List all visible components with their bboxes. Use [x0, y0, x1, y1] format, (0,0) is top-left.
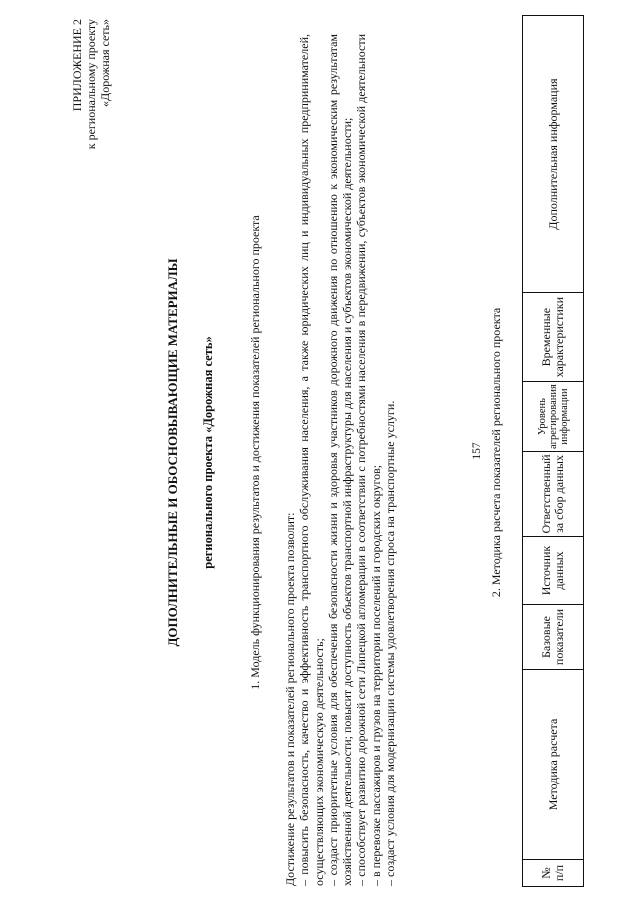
document-subtitle: регионального проекта «Дорожная сеть» — [201, 336, 215, 569]
body-item: – способствует развитию дорожной сети Липецкой агломерации в соответствии с потребностями населения в передвижении, субъектов экономической деятельности – в перевозке пассажиров и грузов на территории поселений и городских округов; — [354, 34, 383, 886]
page-number: 157 — [471, 442, 483, 460]
appendix-block — [70, 19, 112, 167]
body-item: – создаст условия для модернизации системы удовлетворения спроса на транспортные услуги. — [383, 400, 398, 886]
col-header-method: Методика расчета — [523, 670, 584, 860]
section-1-heading: 1. Модель функционирования результатов и достижения показателей регионального проекта — [248, 215, 262, 690]
method-table — [522, 15, 584, 887]
section-2-heading: 2. Методика расчета показателей регионального проекта — [489, 307, 503, 598]
col-header-additional-info: Дополнительная информация — [523, 16, 584, 293]
body-intro: Достижение результатов и показателей регионального проекта позволит: — [283, 512, 297, 886]
col-header-responsible: Ответственный за сбор данных — [523, 452, 584, 537]
col-header-data-source: Источник данных — [523, 537, 584, 605]
section-1-body — [283, 34, 397, 886]
document-title: ДОПОЛНИТЕЛЬНЫЕ И ОБОСНОВЫВАЮЩИЕ МАТЕРИАЛЫ — [165, 258, 180, 647]
col-header-time-characteristics: Временные характеристики — [523, 293, 584, 382]
col-header-base-indicators: Базовые показатели — [523, 605, 584, 670]
appendix-label: ПРИЛОЖЕНИЕ 2 — [70, 19, 84, 112]
body-item: – повысить безопасность, качество и эффективность транспортного обслуживания населения, а также юридических лиц и индивидуальных предпринимателей, осуществляющих экономическую деятельность; — [297, 34, 326, 886]
appendix-project-name: «Дорожная сеть» — [98, 19, 112, 107]
appendix-reference: к региональному проекту — [84, 19, 98, 150]
col-header-number: № п/п — [523, 860, 584, 887]
body-item: – создаст приоритетные условия для обеспечения безопасности жизни и здоровья участников дорожного движения по отношению к экономическим результатам хозяйственной деятельности; повысит доступность объектов транспортной инфраструктуры для населения и субъектов экономической деятельности; — [325, 34, 355, 886]
col-header-aggregation-level: Уровень агрегирования информации — [523, 382, 584, 452]
table-header-row — [523, 16, 584, 887]
